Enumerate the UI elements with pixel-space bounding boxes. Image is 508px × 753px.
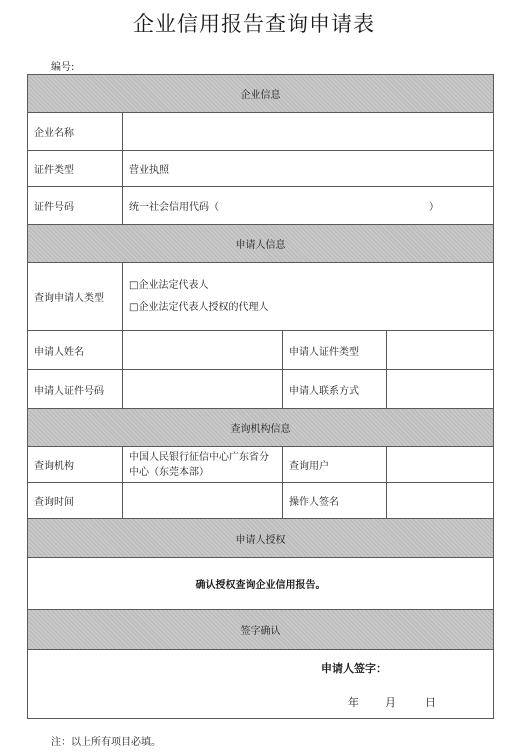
applicant-cert-type-label: 申请人证件类型 xyxy=(283,331,387,370)
checkbox-authorized-agent[interactable]: □企业法定代表人授权的代理人 xyxy=(129,301,269,313)
applicant-type-label: 查询申请人类型 xyxy=(28,263,123,331)
date-year-label: 年 xyxy=(348,696,359,709)
serial-number-label: 编号: xyxy=(51,62,75,73)
section-applicant-info: 申请人信息 xyxy=(28,225,494,263)
query-time-field[interactable] xyxy=(123,483,283,519)
form-title: 企业信用报告查询申请表 xyxy=(133,12,375,36)
section-applicant-authorization: 申请人授权 xyxy=(28,519,494,558)
operator-signature-field[interactable] xyxy=(387,483,494,519)
authorization-statement: 确认授权查询企业信用报告。 xyxy=(28,558,494,610)
query-time-label: 查询时间 xyxy=(28,483,123,519)
query-user-field[interactable] xyxy=(387,447,494,483)
applicant-contact-field[interactable] xyxy=(387,370,494,409)
cert-number-prefix: 统一社会信用代码（ xyxy=(129,202,219,213)
applicant-contact-label: 申请人联系方式 xyxy=(283,370,387,409)
section-institution-info: 查询机构信息 xyxy=(28,409,494,447)
applicant-cert-number-field[interactable] xyxy=(123,370,283,409)
applicant-name-label: 申请人姓名 xyxy=(28,331,123,370)
company-name-field[interactable] xyxy=(123,113,494,151)
institution-value: 中国人民银行征信中心广东省分中心（东莞本部） xyxy=(123,447,283,483)
cert-number-close-paren: ） xyxy=(429,202,439,213)
application-form-table xyxy=(27,74,494,719)
section-signature-confirmation: 签字确认 xyxy=(28,610,494,650)
company-name-label: 企业名称 xyxy=(28,113,123,151)
institution-label: 查询机构 xyxy=(28,447,123,483)
operator-signature-label: 操作人签名 xyxy=(283,483,387,519)
applicant-cert-number-label: 申请人证件号码 xyxy=(28,370,123,409)
date-month-label: 月 xyxy=(385,696,396,709)
checkbox-legal-representative[interactable]: □企业法定代表人 xyxy=(129,279,209,291)
section-company-info: 企业信息 xyxy=(28,75,494,113)
footnote: 注：以上所有项目必填。 xyxy=(51,737,161,748)
cert-number-field[interactable] xyxy=(123,187,494,225)
applicant-cert-type-field[interactable] xyxy=(387,331,494,370)
cert-type-value: 营业执照 xyxy=(123,151,494,187)
query-user-label: 查询用户 xyxy=(283,447,387,483)
cert-type-label: 证件类型 xyxy=(28,151,123,187)
signature-box[interactable] xyxy=(28,650,494,719)
applicant-name-field[interactable] xyxy=(123,331,283,370)
cert-number-label: 证件号码 xyxy=(28,187,123,225)
date-day-label: 日 xyxy=(425,696,436,709)
applicant-signature-label: 申请人签字： xyxy=(321,662,387,675)
